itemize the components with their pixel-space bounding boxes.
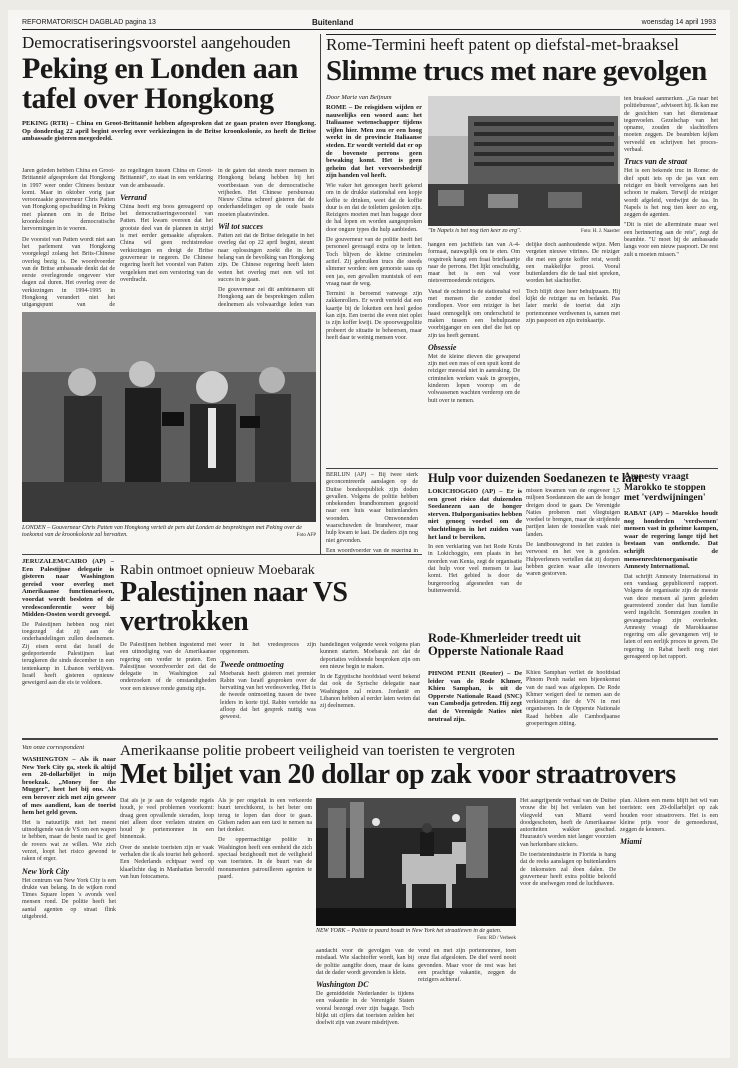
article1-col2 (120, 168, 213, 308)
article8-sub1: Tweede ontmoeting (220, 659, 284, 669)
article8-headline-box (120, 578, 420, 640)
article2-headline-box (326, 56, 718, 90)
article9-kicker-box (120, 742, 718, 760)
article5-col2 (526, 670, 620, 730)
article4-body3: De landbouwgrond in het zuiden is verwoest en het vee is gestolen. Hulpverleners vertellen dat zij dorpen hebben gezien waar alle inwoners waren gestorven. (526, 542, 620, 578)
article2-body8: Toch blijft deze heer behulpzaam. Hij kijkt de reiziger na en bedankt. Pas later merkt de toerist dat zijn portemonnee verdwenen is, samen met zijn paspoort en zijn treinkaartje. (526, 288, 620, 324)
article2-credit: Foto: H. J. Naastter (580, 229, 620, 234)
article9-kicker: Amerikaanse politie probeert veiligheid van toeristen te vergroten (120, 743, 516, 759)
article2-sub2: Trucs van de straat (624, 157, 688, 167)
article9-photo (316, 798, 516, 926)
article1-lead: PEKING (RTR) – China en Groot-Brittannië hebben afgesproken dat ze gaan praten over Hongkong. Op donderdag 22 april begint overleg over verkiezingen in de Britse kroonkolonie, zo heeft de Britse ambassade gisteren meegedeeld. (22, 120, 316, 143)
article6-body: Dat schrijft Amnesty International in een vandaag gepubliceerd rapport. Volgens de organisatie zijn de meeste van deze mensen al jaren geleden gearresteerd zonder dat hun familie werd ingelicht. Sommigen zouden in gevangenschap zijn overleden. Amnesty vraagt de Marokkaanse regering om alle gevangenen vrij te laten of een eerlijk proces te geven. De regering in Rabat heeft nog niet gereageerd op het rapport. (624, 573, 718, 661)
article2-kicker: Rome-Termini heeft patent op diefstal-met-braaksel (326, 35, 679, 54)
article4-col2 (526, 488, 620, 628)
article2-col1 (326, 94, 422, 464)
article1-kicker: Democratiseringsvoorstel aangehouden (22, 34, 291, 52)
article8-body1: De Palestijnen hebben ingestemd met een uitnodiging van de Amerikaanse regering om verder te praten. Een Palestijnse woordvoerder zei dat de delegatie in Washington zal onderzoeken of de omstandigheden voor een nieuwe ronde gunstig zijn. (120, 642, 216, 692)
article2-lead: ROME – De reisgidsen wijden er nauwelijks een woord aan: het Italiaanse wetenschapper tijdens wijlen hier. Men zou er een hoog werkt in de provincie Italiaanse steden. Er wordt verteld dat er op de bovenste perrons geen bewaking komt. Het is geen geheim dat het vervoersbedrijf zijn handen vol heeft. (326, 104, 422, 180)
article8-headline: Palestijnen naar VS vertrokken (120, 578, 348, 637)
press-conference-photo (22, 312, 316, 522)
article1-credit: Foto AFP (296, 533, 316, 538)
article9-headline: Met biljet van 20 dollar op zak voor straatrovers (120, 760, 676, 790)
article4-headline: Hulp voor duizenden Soedanezen te laat (428, 472, 643, 485)
article1-headline: Peking en Londen aan tafel over Hongkong (22, 54, 298, 115)
article9-credit: Foto: RD / Verbeek (477, 936, 516, 941)
article2-headline: Slimme trucs met nare gevolgen (326, 56, 707, 87)
article2-body3: Termini is beroemd vanwege zijn zakkenrollers. Er wordt verteld dat een kaartje bij de loketten een heel gedoe kan zijn. Een toerist die even niet oplet is zijn koffer kwijt. De spoorwegpolitie probeert de situatie te beheersen, maar heeft daar te weinig mensen voor. (326, 291, 422, 341)
article8-col2 (220, 642, 316, 734)
article1-body2: De voorstel van Patten wordt niet aan het parlement van Hongkong voorgelegd zolang het Brits-Chinese overleg bezig is. De woordvoerder van de Britse ambassade denkt dat de eerste overlegronde ongeveer vier dagen zal duren. Het overleg over de verkiezingen in 1994-1995 in Hongkong verandert niet het uitgangspunt van de (22, 236, 115, 308)
article5-body: Khieu Samphan verliet de hoofdstad Phnom Penh nadat een bijeenkomst van de raad was afgelopen. De Rode Khmer weigert deel te nemen aan de verkiezingen die de VN in mei organiseren. In de Opperste Nationale Raad hebben alle Cambodjaanse groeperingen zitting. (526, 670, 620, 728)
article9-body4: Over de snelste toeristen zijn er vaak verhalen die ik als tourist heb gehoord. Een Nederlands echtpaar werd op klaarlichte dag in Manhattan beroofd van hun fotocamera. (120, 844, 214, 880)
article2-col2 (428, 242, 520, 464)
article7-col (22, 558, 114, 734)
masthead (22, 18, 716, 30)
article9-sub2: Washington DC (316, 980, 369, 990)
article9-col3 (218, 798, 312, 1056)
article2-body7: delijke doch aanhoudende wijze. Men vergeten nieuwe vitrines. De reiziger die met een grote koffer reist, wordt een makkelijke prooi. Vooral buitenlanders die de taal niet spreken, worden het slachtoffer. (526, 242, 620, 285)
article9-body12: plan. Alleen een mens blijft het wil van toeristen: een 20-dollarbiljet op zak houden voor straatrovers. Het is een kleine prijs voor de gemoedsrust, zeggen de kenners. (620, 798, 718, 834)
article2-byline: Door Marie van Beijnum (326, 94, 392, 101)
article5-headline-box (428, 632, 620, 668)
article9-body8: De gemiddelde Nederlander is tijdens een vakantie in de Verenigde Staten vooral bezorgd over zijn bagage. Toch blijkt uit cijfers dat toeristen zelden het doelwit zijn van zware misdrijven. (316, 991, 414, 1027)
article1-headline-box (22, 54, 317, 118)
article5-col1 (428, 670, 522, 730)
article9-col6 (520, 798, 616, 1056)
article9-caption: NEW YORK – Politie te paard houdt in New York het straatleven in de gaten. (316, 928, 502, 934)
article2-body10: Het is een bekende truc in Rome: de dief spuit iets op de jas van een reiziger en biedt vervolgens aan het schoon te maken. Terwijl de reiziger wordt afgeleid, verdwijnt de tas. In Napels is het nog tien keer zo erg, zeggen de agenten. (624, 168, 718, 219)
article5-lead: PHNOM PENH (Reuter) – De leider van de Rode Khmer, Khieu Samphan, is uit de Opperste Nationale Raad (SNC) van Cambodja getreden. Hij zegt dat de Verenigde Naties niet neutraal zijn. (428, 670, 522, 723)
article9-body10: Het aangrijpende verhaal van de Duitse vrouw die bij het verlaten van het vliegveld van Miami werd doodgeschoten, heeft de Amerikaanse autoriteiten wakker geschud. Huurauto's worden niet langer voorzien van herkenbare stickers. (520, 798, 616, 848)
article1-col3 (218, 168, 314, 308)
divider-usa (22, 738, 718, 740)
article9-body6: De oppermachtige politie in Washington heeft een eenheid die zich speciaal bezighoudt met de veiligheid van toeristen. In de buurt van de monumenten patrouilleren agenten te paard. (218, 837, 312, 880)
article2-body11: "Dit is niet de allerminste maar wel een herinnering aan de reis", zegt de beambte. "U moet bij de ambassade langs voor een nieuw paspoort. De rest zult u moeten missen." (624, 222, 718, 258)
article2-body1: Wie vaker het genoegen heeft gekend om in de drukke stationshal een kopje koffie te drinken, weet dat de koffie duur is en dat de toiletten gesloten zijn. Reizigers moeten met hun bagage door de hal lopen en worden aangesproken door ongure types die hulp aanbieden. (326, 182, 422, 233)
section-name: Buitenland (312, 18, 354, 27)
article9-col5 (418, 948, 516, 1056)
mounted-police-photo (316, 798, 516, 926)
article5-headline: Rode-Khmerleider treedt uit Opperste Nationale Raad (428, 632, 581, 658)
column-rule (320, 34, 321, 554)
article8-col1 (120, 642, 216, 734)
article1-sub2: Wil tot succes (218, 222, 264, 232)
article2-photo (428, 96, 620, 226)
article3-body: BERLIJN (AP) – Bij twee sterk geconcentreerde aanslagen op de Duitse bondsrepubliek zijn doden gevallen. Volgens de politie hebben onbekenden brandbommen gegooid naar een huis waar buitenlanders woonden. Omwonenden waarschuwden de brandweer, maar hulp kwam te laat. De daders zijn nog niet gevonden. (326, 472, 418, 544)
newspaper-page (8, 10, 730, 1058)
article8-body3: Moebarak heeft gisteren met premier Rabin van Israël gesproken over de hervatting van het vredesoverleg. Het is de tweede ontmoeting tussen de twee leiders in korte tijd. Rabin vertelde na afloop dat het gesprek nuttig was geweest. (220, 670, 316, 721)
issue-date: woensdag 14 april 1993 (641, 19, 716, 26)
article9-body2: Het centrum van New York City is een drukte van belang. In de wijken rond Times Square lopen 's avonds veel mensen rond. De politie heeft het aantal agenten op straat flink uitgebreid. (22, 877, 116, 921)
article4-col1 (428, 488, 522, 628)
article2-col4 (624, 96, 718, 464)
article7-lead: JERUZALEM/CAIRO (AP) – Een Palestijnse delegatie is gisteren naar Washington gereisd voor overleg met Amerikaanse functionarissen, voordat wordt besloten of de vredesconferentie weer bij Midden-Oosten wordt gevoegd. (22, 558, 114, 619)
article8-body4: handelingen volgende week volgens plan kunnen starten. Moebarak zei dat de deportaties voldoende besproken zijn om een nieuw begin te maken. (320, 642, 420, 670)
article8-body2: weer in het vredesproces zijn opgenomen. (220, 642, 316, 656)
article4-lead: LOKICHOGGIO (AP) – Er is een groot risico dat duizenden Soedanezen aan de honger sterven. Hulporganisaties hebben niet genoeg voedsel om de vluchtelingen in het zuiden van het land te bereiken. (428, 488, 522, 541)
article9-byline: Van onze correspondent (22, 744, 85, 751)
station-building-photo (428, 96, 620, 226)
article4-body1: In een verklaring van het Rode Kruis in Lokichoggio, een plaats in het noorden van Kenia, zegt de organisatie dat hulp voor veel mensen te laat komt. Het gebied is door de burgeroorlog afgesneden van de buitenwereld. (428, 544, 522, 594)
article9-sub3: Miami (620, 837, 642, 847)
article1-kicker-box (22, 34, 312, 54)
article2-caption: "In Napels is het nog tien keer zo erg". (428, 228, 521, 234)
article9-body5: Als je per ongeluk in een verkeerde buurt terechtkomt, is het beter om terug te lopen dan door te gaan. Gidsen raden aan een taxi te nemen na het donker. (218, 798, 312, 834)
article1-caption-box (22, 525, 316, 547)
article2-sub1: Obsessie (428, 342, 457, 352)
article1-body7: De gouverneur zei dit ambtenaren uit Hongkong aan de besprekingen zullen deelnemen als volwaardige leden van (218, 287, 314, 308)
article2-caption-box (428, 228, 620, 238)
article1-body6: Patten zei dat de Britse delegatie in het overleg dat op 22 april begint, steunt naar oplossingen zoekt die in het belang van de bevolking van Hongkong zijn. De Chinese regering heeft laten weten het overleg met een wil tot succes in te gaan. (218, 233, 314, 283)
article6-lead: RABAT (AP) – Marokko houdt nog honderden 'verdwenen' mensen vast in geheime kampen, waar de regering lange tijd het bestaan van ontkende. Dat schrijft de mensenrechtenorganisatie Amnesty International. (624, 510, 718, 571)
article9-byline-box (22, 744, 116, 754)
article3-col (326, 472, 418, 552)
article1-col1 (22, 168, 115, 308)
article2-body2: De gouverneur van de politie heeft het personeel gevraagd extra op te letten. Toch blijven de kleine criminelen actief. Zij gebruiken trucs die steeds slimmer worden: een gemorste saus op een jas, een gevallen muntstuk of een vraag naar de weg. (326, 237, 422, 287)
article9-body1: Het is natuurlijk niet het meest uitnodigende van de VS om een wapen te hebben, maar de beste raad is: geef de rovers wat ze willen. Wie zich verzet, loopt het risico gewond te raken of erger. (22, 819, 116, 863)
article6-col (624, 510, 718, 720)
article1-body3: zo regelingen tussen China en Groot-Brittannië", zo staat in een verklaring van de ambassade. (120, 168, 213, 189)
article1-caption: LONDEN – Gouverneur Chris Patten van Hongkong vertelt de pers dat Londen de besprekingen met Peking over de toekomst van de kroonkolonie zal hervatten. (22, 525, 302, 538)
article1-sub1: Verrand (120, 192, 147, 202)
article8-body5: In de Egyptische hoofdstad werd bekend dat ook de Syrische delegatie naar Washington zal reizen. Jordanië en Libanon hebben al eerder laten weten dat zij deelnemen. (320, 674, 420, 710)
article8-col3 (320, 642, 420, 734)
article8-kicker: Rabin ontmoet opnieuw Moebarak (120, 563, 315, 578)
article2-kicker-box (326, 34, 716, 54)
article9-headline-box (120, 760, 718, 794)
article1-body4: China heeft erg boos gereageerd op het democratiseringsvoorstel van Patten. Het kwam overeen dat het grootste deel van de plannen in strijd is met eerder gemaakte afspraken. China wil geen rechtstreekse verkiezingen en dreigt de Britse gouverneur te negeren. De Chinese regering heeft het voorstel van Patten vergeleken met een verstoring van de overdracht. (120, 203, 213, 283)
article9-col2 (120, 798, 214, 1056)
article2-body6: Vanaf de ochtend is de stationshal vol met mensen die zonder doel rondlopen. Voor een reiziger is het haast onmogelijk om onderscheid te maken tussen een behulpzame voorbijganger en een dief die het op zijn tas heeft gemunt. (428, 288, 520, 339)
article6-headline-box (624, 472, 718, 508)
article9-body3: Dat als je je aan de volgende regels houdt, je veel problemen voorkomt: draag geen opvallende sieraden, loop niet alleen door verlaten straten en houd je portemonnee in een binnenzak. (120, 798, 214, 841)
article7-body: De Palestijnen hebben nog niet toegezegd dat zij aan de onderhandelingen zullen deelnemen. Zij eisen eerst dat Israël de gedeporteerde Palestijnen laat terugkeren die sinds december in een tentenkamp in Libanon verblijven. Israël heeft gisteren opnieuw geweigerd aan die eis te voldoen. (22, 621, 114, 687)
article9-col7 (620, 798, 718, 1056)
article1-body1: Jaren geleden hebben China en Groot-Brittannië afgesproken dat Hongkong in 1997 weer onder Chinees bestuur komt. Maar in oktober vorig jaar veroorzaakte gouverneur Chris Patten van Hongkong opschudding in Peking met plannen om in de Britse kroonkolonie democratische hervormingen in te voeren. (22, 168, 115, 233)
article2-col3 (526, 242, 620, 464)
article9-col4 (316, 948, 414, 1056)
article2-body4: Met de kleine dieven die gewapend zijn met een mes of een spuit komt de reiziger meestal niet in aanraking. De criminelen werken vaak in groepjes, kinderen lopen voorop en de volwassenen wachten verderop om de buit over te nemen. (428, 353, 520, 404)
article6-headline: Amnesty vraagt Marokko te stoppen met 'verdwijningen' (624, 472, 706, 503)
article9-body7: aandacht voor de gevolgen van de misdaad. Wie slachtoffer wordt, kan bij de politie aangifte doen, maar de kans dat de dader wordt gevonden is klein. (316, 948, 414, 976)
article1-photo (22, 312, 316, 522)
article9-body9: vond en met zijn portemonnee, toen onze flat afgesloten. De dief werd nooit gevonden. Maar voor de rest was het een prachtige vakantie, zeggen de reizigers achteraf. (418, 948, 516, 984)
article4-body2: missen kwamen van de ongeveer 1,5 miljoen Soedanezen die aan de honger dreigen dood te gaan. De Verenigde Naties proberen met vliegtuigen voedsel te brengen, maar de strijdende partijen laten de toestellen vaak niet landen. (526, 488, 620, 538)
article9-sub1: New York City (22, 866, 69, 876)
article3-body2: Een woordvoerder van de regering in (326, 547, 418, 552)
article9-lead: WASHINGTON – Als ik naar New York City ga, steek ik altijd een 20-dollarbiljet in mijn broekzak. „Money for the Mugger", heet het bij ons. Als een berover zich met zijn geweer of mes aandient, kan de toerist hem het geld geven. (22, 756, 116, 817)
article8-kicker-box (120, 562, 420, 578)
divider-berlijn (326, 468, 718, 469)
article2-body9: ten braaksel aanmerken. „Ga naar het politiebureau", adviseert hij. Ik kan me de gesichten van het dienstenaar tegenvoelen. Gezelschap van het opname, zouden de slachtoffers moeten zeggen. De beambten kijken verveeld en schrijven het proces-verbaal. (624, 96, 718, 154)
divider-midden-oosten (22, 554, 422, 555)
article2-body5: hangen een jachtfiets tan van A-4-formaat, nauwgelijk om te eten. Om oogstreek hangt een fraai briefkaartje naar de perrons. Het lijkt onschuldig, maar het is een val voor nietsvermoedende reizigers. (428, 242, 520, 285)
article9-caption-box (316, 928, 516, 946)
paper-name: REFORMATORISCH DAGBLAD pagina 13 (22, 19, 156, 26)
article9-body11: De toeristenindustrie in Florida is bang dat de reeks aanslagen op buitenlanders de inkomsten zal doen dalen. De gouverneur heeft extra politie beloofd voor de snelwegen rond de luchthaven. (520, 852, 616, 888)
article1-body5: in de gaten dat steeds meer mensen in Hongkong belang hebben bij het voortbestaan van de democratische vrijheden. Het Chinese persbureau Nieuw China schreef gisteren dat de onderhandelingen op de oude basis moeten plaatsvinden. (218, 168, 314, 218)
article9-col1 (22, 756, 116, 1056)
